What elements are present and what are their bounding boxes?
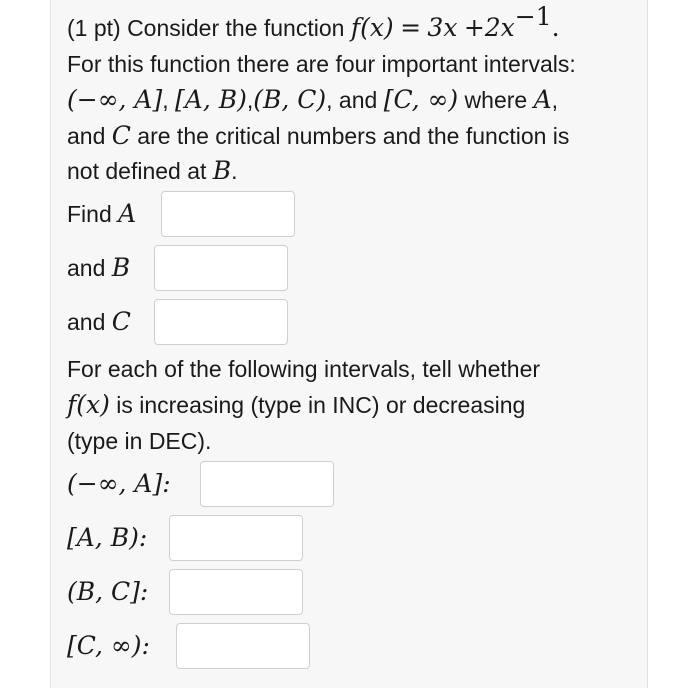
instructions-line-3: (type in DEC).: [67, 428, 212, 454]
interval-4-label: [C, ∞):: [67, 631, 150, 660]
and-text: , and: [326, 87, 378, 113]
interval-2-text: [A, B): [175, 85, 247, 114]
var-A: A: [533, 85, 552, 114]
interval-3-input[interactable]: [169, 569, 303, 615]
critical-text: are the critical numbers and the function is: [137, 123, 570, 149]
interval-4-text: [C, ∞): [383, 85, 459, 114]
where-text: where: [464, 87, 528, 113]
function-exponent: −1: [514, 2, 552, 32]
and-C-label: and C: [67, 307, 131, 336]
find-A-label: Find A: [67, 199, 137, 228]
answer-C-input[interactable]: [154, 299, 288, 345]
problem-statement-line-2: For this function there are four important intervals:: [67, 51, 576, 77]
interval-1-label: (−∞, A]:: [67, 469, 171, 498]
var-B: B: [212, 156, 232, 185]
problem-statement-line-1: [67, 2, 560, 42]
problem-statement-line-4: [67, 122, 569, 150]
comma-2: ,: [246, 87, 254, 113]
interval-3-text: (B, C): [253, 85, 327, 114]
problem-statement-line-3: [67, 86, 558, 114]
comma-3: ,: [551, 87, 559, 113]
answer-A-input[interactable]: [161, 191, 295, 237]
var-C: C: [111, 121, 131, 150]
interval-4-input[interactable]: [176, 623, 310, 669]
problem-statement-line-5: [67, 157, 238, 185]
instructions-line-2: f(x) is increasing (type in INC) or decreasing: [67, 390, 526, 419]
interval-1-text: (−∞, A]: [67, 85, 163, 114]
not-defined-text: not defined at: [67, 158, 207, 184]
and-text-2: and: [67, 123, 106, 149]
function-term-2: 2x: [484, 13, 515, 42]
period: .: [231, 158, 238, 184]
fx-text: f(x): [67, 390, 110, 419]
comma-1: ,: [162, 87, 169, 113]
function-lhs: f(x): [350, 13, 394, 42]
instructions-line-1: For each of the following intervals, tell whether: [67, 356, 541, 382]
function-period: .: [551, 13, 560, 42]
interval-3-label: (B, C]:: [67, 577, 149, 606]
answer-B-input[interactable]: [154, 245, 288, 291]
and-B-label: and B: [67, 253, 131, 282]
interval-2-input[interactable]: [169, 515, 303, 561]
interval-1-input[interactable]: [200, 461, 334, 507]
points-text: (1 pt) Consider the function: [67, 15, 345, 41]
plus-sign: +: [463, 13, 485, 42]
function-term-1: 3x: [427, 13, 458, 42]
interval-2-label: [A, B):: [67, 523, 148, 552]
equals-sign: =: [400, 13, 422, 42]
